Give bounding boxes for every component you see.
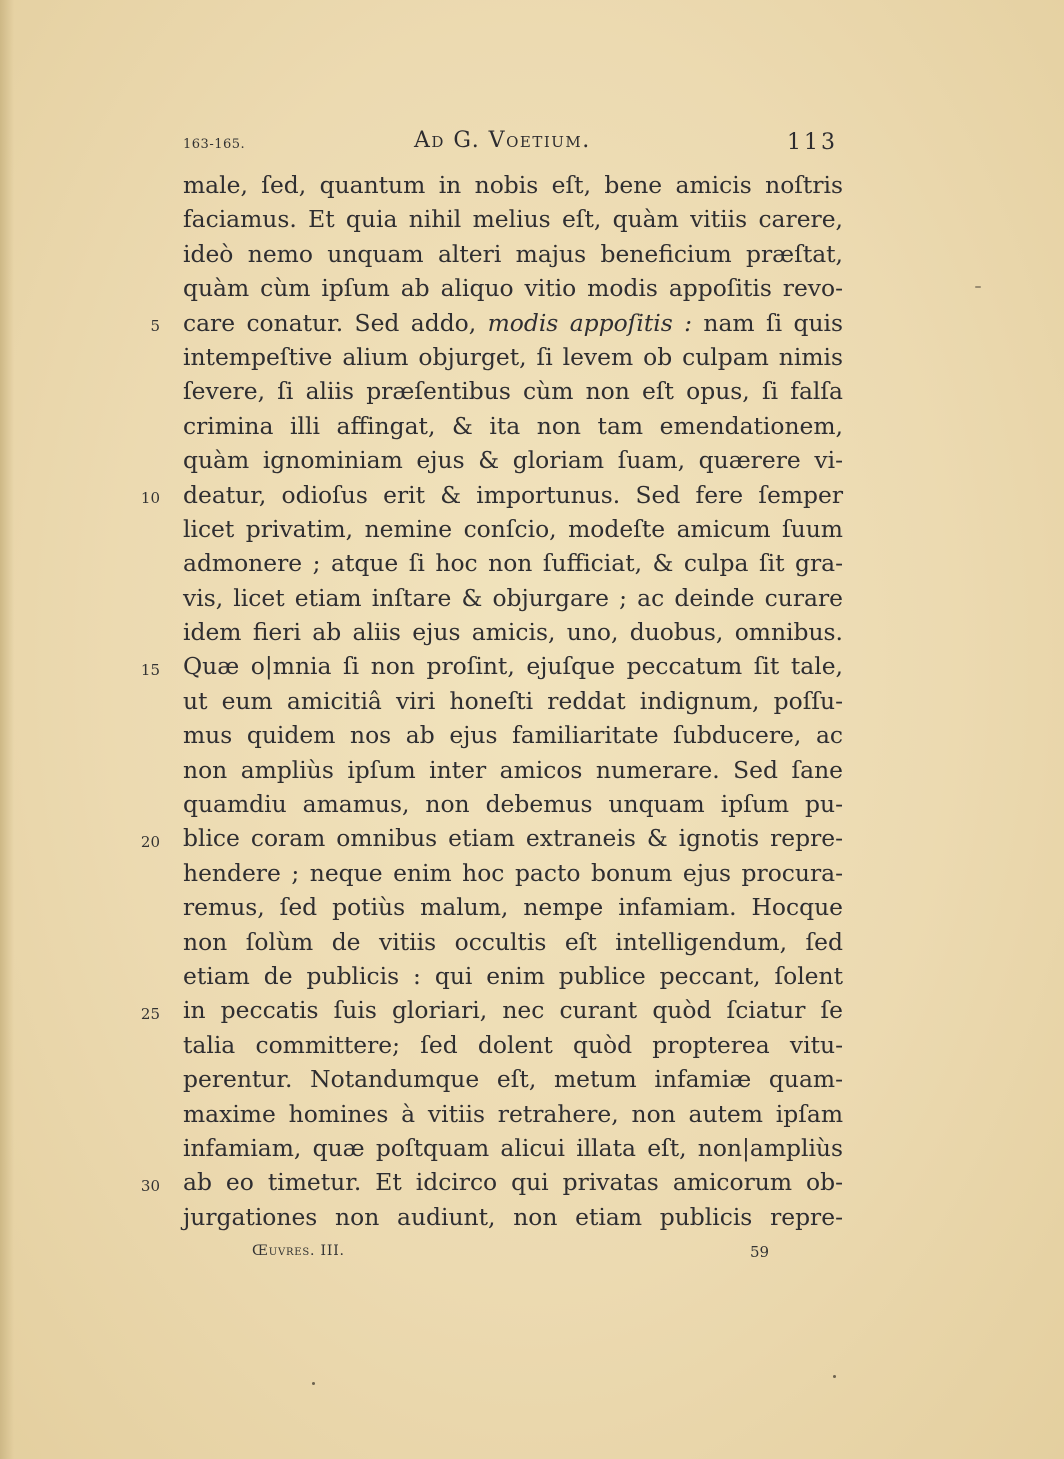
running-title: Ad G. Voetium.	[414, 128, 591, 153]
italic-phrase: modis appoſitis :	[487, 308, 692, 337]
line-number-25: 25	[140, 1005, 160, 1023]
text-line-28: maxime homines à vitiis retrahere, non autem ipſam	[183, 1099, 843, 1128]
signature-line	[0, 1243, 1064, 1267]
text-line-13: vis, licet etiam inſtare & objurgare ; ac deinde curare	[183, 583, 843, 612]
signature-mark: 59	[750, 1243, 770, 1261]
body-text	[183, 168, 843, 1234]
line-number-5: 5	[150, 317, 160, 335]
text-line-26: talia committere; ſed dolent quòd propterea vitu-	[183, 1030, 843, 1059]
text-line-25: in peccatis ſuis gloriari, nec curant quòd ſciatur ſe	[183, 996, 843, 1025]
text-line-4: quàm cùm ipſum ab aliquo vitio modis appoſitis revo-	[183, 274, 843, 303]
text-line-16: ut eum amicitiâ viri honeſti reddat indignum, poſſu-	[183, 686, 843, 715]
text-line-10: deatur, odioſus erit & importunus. Sed fere ſemper	[183, 480, 843, 509]
text-line-18: non ampliùs ipſum inter amicos numerare. Sed ſane	[183, 755, 843, 784]
text-line-6: intempeſtive alium objurget, ſi levem ob culpam nimis	[183, 342, 843, 371]
text-line-19: quamdiu amamus, non debemus unquam ipſum pu-	[183, 790, 843, 819]
text-line-31: jurgationes non audiunt, non etiam publicis repre-	[183, 1202, 843, 1231]
running-header	[0, 128, 1064, 158]
text-line-17: mus quidem nos ab ejus familiaritate ſubducere, ac	[183, 721, 843, 750]
text-line-22: remus, ſed potiùs malum, nempe infamiam. Hocque	[183, 893, 843, 922]
text-line-11: licet privatim, nemine conſcio, modeſte amicum ſuum	[183, 514, 843, 543]
line-number-30: 30	[140, 1177, 160, 1195]
text-line-3: ideò nemo unquam alteri majus beneficium præſtat,	[183, 239, 843, 268]
text-line-12: admonere ; atque ſi hoc non ſufficiat, & culpa ſit gra-	[183, 549, 843, 578]
signature-label: Œuvres. III.	[252, 1243, 345, 1259]
text-line-30: ab eo timetur. Et idcirco qui privatas amicorum ob-	[183, 1168, 843, 1197]
page-gutter-shadow	[0, 0, 14, 1459]
page-range: 163-165.	[183, 137, 246, 152]
paper-speck	[833, 1375, 836, 1378]
page-number: 113	[787, 130, 838, 155]
text-line-7: ſevere, ſi aliis præſentibus cùm non eſt opus, ſi falſa	[183, 377, 843, 406]
text-line-14: idem fieri ab aliis ejus amicis, uno, duobus, omnibus.	[183, 618, 843, 647]
text-line-5-start: care conatur. Sed addo,	[183, 308, 488, 337]
text-line-21: hendere ; neque enim hoc pacto bonum ejus procura-	[183, 858, 843, 887]
text-line-23: non ſolùm de vitiis occultis eſt intelligendum, ſed	[183, 927, 843, 956]
text-line-27: perentur. Notandumque eſt, metum infamiæ quam-	[183, 1065, 843, 1094]
line-number-15: 15	[140, 661, 160, 679]
text-line-29: infamiam, quæ poſtquam alicui illata eſt, non|ampliùs	[183, 1133, 843, 1162]
paper-speck	[975, 286, 981, 288]
paper-speck	[312, 1382, 315, 1385]
text-line-15: Quæ o|mnia ſi non proſint, ejuſque peccatum ſit tale,	[183, 652, 843, 681]
text-line-8: crimina illi affingat, & ita non tam emendationem,	[183, 411, 843, 440]
text-line-5-end: nam ſi quis	[691, 308, 844, 337]
line-number-10: 10	[140, 489, 160, 507]
text-line-24: etiam de publicis : qui enim publice peccant, ſolent	[183, 961, 843, 990]
text-line-20: blice coram omnibus etiam extraneis & ignotis repre-	[183, 824, 843, 853]
text-line-5	[183, 306, 843, 340]
text-line-2: faciamus. Et quia nihil melius eſt, quàm vitiis carere,	[183, 205, 843, 234]
line-number-20: 20	[140, 833, 160, 851]
text-line-9: quàm ignominiam ejus & gloriam ſuam, quærere vi-	[183, 446, 843, 475]
text-line-1: male, ſed, quantum in nobis eſt, bene amicis noſtris	[183, 171, 843, 199]
